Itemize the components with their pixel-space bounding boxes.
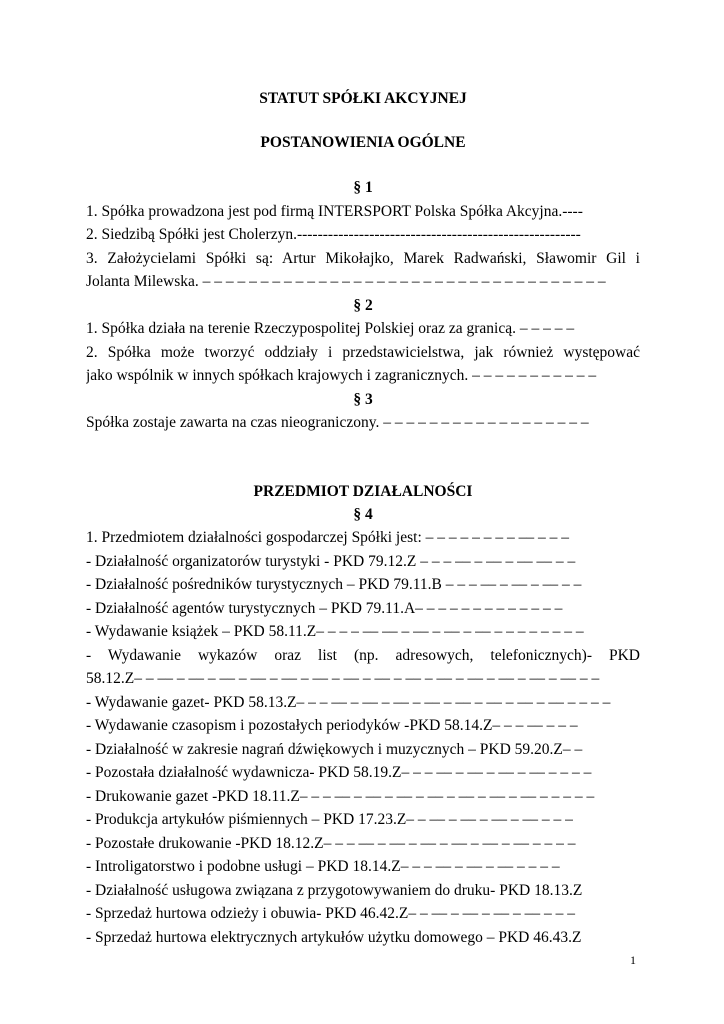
activity-line: - Wydawanie gazet- PKD 58.13.Z– – – –– – –– – –– – –– – –– – –– – –– – –– – – – – <box>86 693 611 711</box>
activity-line: - Działalność organizatorów turystyki - PKD 79.12.Z – – – –– – –– – –– –– – – <box>86 552 576 570</box>
activity-line: - Drukowanie gazet -PKD 18.11.Z– – – –– – –– – –– – –– – –– – –– – –– – – – – – <box>86 787 595 805</box>
paragraph-line: 2. Spółka może tworzyć oddziały i przedstawicielstwa, jak również występować <box>86 343 640 361</box>
paragraph-line: jako wspólnik w innych spółkach krajowych i zagranicznych. – – – – – – – – – – – <box>86 367 597 384</box>
document-title: STATUT SPÓŁKI AKCYJNEJ <box>259 90 467 107</box>
paragraph-line: 1. Spółka prowadzona jest pod firmą INTERSPORT Polska Spółka Akcyjna.---- <box>86 202 583 220</box>
activity-line: 1. Przedmiotem działalności gospodarczej Spółki jest: – – – – – – – – –– – – – <box>86 529 570 546</box>
paragraph-line: Jolanta Milewska. – – – – – – – – – – – – – – – – – – – – – – – – – – – – – – – – – – – <box>86 273 606 290</box>
paragraph-sign-3: § 3 <box>353 390 373 408</box>
section-heading-activity: PRZEDMIOT DZIAŁALNOŚCI <box>253 482 473 500</box>
activity-line: - Pozostała działalność wydawnicza- PKD 58.19.Z– – – –– – –– – –– – –– – – – – <box>86 764 592 781</box>
activity-line: 58.12.Z– – –– – –– – –– – –– – –– – –– – –– – –– – –– – –– – –– – –– – –– – –– – – <box>86 670 600 687</box>
paragraph-line: 2. Siedzibą Spółki jest Cholerzyn.------------------------------------------------------- <box>86 226 581 243</box>
activity-line: - Produkcja artykułów piśmiennych – PKD 17.23.Z– – –– – –– – –– – –– – – – <box>86 811 573 828</box>
activity-line: - Pozostałe drukowanie -PKD 18.12.Z– – – –– – –– – –– – –– – –– – –– – – – – <box>86 834 576 852</box>
paragraph-sign-4: § 4 <box>353 505 373 523</box>
paragraph-line: 3. Założycielami Spółki są: Artur Mikołajko, Marek Radwański, Sławomir Gil i <box>86 249 640 267</box>
activity-line: - Działalność pośredników turystycznych – PKD 79.11.B – – – –– – –– – –– – – <box>86 576 582 593</box>
activity-line: - Wydawanie wykazów oraz list (np. adresowych, telefonicznych)- PKD <box>86 646 640 664</box>
page-number: 1 <box>630 953 636 967</box>
activity-line: - Sprzedaż hurtowa elektrycznych artykułów użytku domowego – PKD 46.43.Z <box>86 928 582 946</box>
section-heading-general: POSTANOWIENIA OGÓLNE <box>260 134 466 151</box>
activity-line: - Introligatorstwo i podobne usługi – PKD 18.14.Z– – – –– – –– – –– – – – – <box>86 858 560 875</box>
activity-line: - Wydawanie czasopism i pozostałych periodyków -PKD 58.14.Z– – – –– – – – <box>86 717 578 734</box>
activity-line: - Wydawanie książek – PKD 58.11.Z– – – – –– –– – –– – –– – –– – – – – – – – – <box>86 623 584 640</box>
document-page <box>86 86 640 949</box>
activity-line: - Działalność usługowa związana z przygotowywaniem do druku- PKD 18.13.Z <box>86 881 583 899</box>
paragraph-line: 1. Spółka działa na terenie Rzeczypospolitej Polskiej oraz za granicą. – – – – – <box>86 320 575 337</box>
paragraph-sign-2: § 2 <box>353 296 373 314</box>
activity-line: - Działalność agentów turystycznych – PKD 79.11.A– – – – – – – – – – – – – <box>86 599 563 617</box>
activity-line: - Działalność w zakresie nagrań dźwiękowych i muzycznych – PKD 59.20.Z– – <box>86 740 583 758</box>
activity-line: - Sprzedaż hurtowa odzieży i obuwia- PKD 46.42.Z– – –– – –– – –– – –– – – – <box>86 905 576 922</box>
paragraph-sign-1: § 1 <box>353 179 373 196</box>
paragraph-line: Spółka zostaje zawarta na czas nieograniczony. – – – – – – – – – – – – – – – – – – <box>86 414 589 431</box>
